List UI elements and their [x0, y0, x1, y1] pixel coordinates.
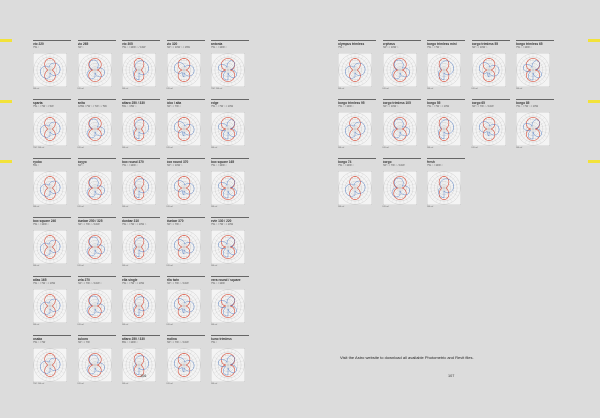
page-number-left: 106 — [140, 374, 147, 378]
diagram-footer: DB ref — [516, 88, 523, 91]
divider — [78, 335, 116, 336]
diagram-footer: DB ref — [166, 147, 173, 150]
polar-diagram — [122, 53, 156, 87]
product-name: osaka — [33, 337, 43, 341]
polar-diagram — [383, 53, 417, 87]
diagram-footer: DB ref — [338, 88, 345, 91]
diagram-footer: DB ref — [166, 206, 173, 209]
diagram-footer: DB ref — [77, 88, 84, 91]
product-spec: 7W ○ / 7W ○ — [166, 223, 182, 226]
product-spec: 7W ○ / 10W ○ / 16W — [166, 46, 190, 49]
product-spec: 7W ○ / 7W ○ / 10W — [382, 164, 405, 167]
divider — [211, 158, 249, 159]
photometric-card — [122, 158, 160, 209]
diagram-footer: DB ref — [338, 147, 345, 150]
divider — [167, 99, 205, 100]
divider — [472, 99, 510, 100]
product-name: borgo 65 — [471, 101, 485, 105]
divider — [78, 217, 116, 218]
product-spec: 7W ○ / 10W ○ — [338, 164, 354, 167]
page-number-right: 107 — [448, 374, 455, 378]
divider — [383, 99, 421, 100]
diagram-footer: DB ref — [122, 324, 129, 327]
product-spec: 8W ○ / 10W ○ — [122, 341, 138, 344]
divider — [383, 40, 421, 41]
polar-diagram — [33, 348, 67, 382]
polar-diagram — [383, 171, 417, 205]
product-spec: 8W ○ — [77, 164, 84, 167]
product-spec: 7W ○ / 10W ○ — [33, 223, 49, 226]
divider — [338, 40, 376, 41]
diagram-footer: DB ref — [33, 88, 40, 91]
photometric-card — [78, 335, 116, 386]
product-spec: 7W ○ — [211, 341, 218, 344]
diagram-footer: DB ref — [471, 88, 478, 91]
product-name: vio 305 — [122, 42, 133, 46]
product-spec: 7W ○ / 7W — [33, 341, 46, 344]
divider — [427, 40, 465, 41]
polar-diagram — [78, 230, 112, 264]
product-name: ryobo — [33, 160, 42, 164]
diagram-footer: DB ref — [382, 88, 389, 91]
divider — [122, 40, 160, 41]
photometric-card — [122, 217, 160, 268]
polar-diagram — [211, 171, 245, 205]
product-name: borgo — [382, 160, 392, 164]
product-name: vera round / square — [211, 278, 241, 282]
diagram-footer: DB ref — [166, 383, 173, 386]
product-spec: 7W ○ — [338, 46, 345, 49]
polar-diagram — [122, 348, 156, 382]
product-spec: 7W ○ / 10W ○ — [471, 46, 488, 49]
polar-diagram — [516, 112, 550, 146]
photometric-card — [33, 276, 71, 327]
product-spec: 7W ○ / 7W ○ / 10W — [33, 282, 56, 285]
diagram-footer: DB ref — [166, 88, 173, 91]
product-name: dunbar 310 — [122, 219, 140, 223]
product-spec: 7W ○ / 10W ○ — [382, 46, 399, 49]
polar-diagram — [211, 230, 245, 264]
polar-diagram — [167, 348, 201, 382]
polar-diagram — [211, 53, 245, 87]
polar-diagram — [78, 53, 112, 87]
photometric-card — [427, 40, 465, 91]
polar-diagram — [78, 112, 112, 146]
product-name: vela 270 — [77, 278, 90, 282]
product-name: anita — [77, 101, 85, 105]
diagram-footer: DB ref — [77, 383, 84, 386]
divider — [211, 99, 249, 100]
photometric-card — [516, 40, 554, 91]
diagram-footer: DB ref — [166, 265, 173, 268]
divider — [122, 335, 160, 336]
diagram-footer: DB ref — [122, 383, 129, 386]
product-name: orpheus — [382, 42, 396, 46]
diagram-footer: DB ref — [211, 206, 218, 209]
product-name: box square 165 — [211, 160, 235, 164]
diagram-footer: DB ref — [77, 265, 84, 268]
divider — [427, 158, 465, 159]
product-spec: 7W ○ / 7W ○ / 10W — [166, 341, 189, 344]
product-name: sparta — [33, 101, 43, 105]
product-name: fresh — [427, 160, 435, 164]
divider — [78, 99, 116, 100]
product-name: kuno trimless — [211, 337, 232, 341]
divider — [211, 335, 249, 336]
product-name: antonia — [211, 42, 223, 46]
polar-diagram — [338, 112, 372, 146]
product-spec: 7W ○ / 10W — [211, 282, 225, 285]
diagram-footer: DB ref — [33, 324, 40, 327]
polar-diagram — [167, 53, 201, 87]
product-spec: 7W ○ / 7W ○ / 10W — [211, 223, 234, 226]
product-spec: 7W ○ / 10W ○ — [516, 46, 532, 49]
product-spec: 7W ○ / 7W ○ — [166, 105, 182, 108]
polar-diagram — [122, 112, 156, 146]
photometric-card — [33, 99, 71, 150]
diagram-footer: DB ref — [338, 206, 345, 209]
product-name: borgo 74 — [338, 160, 352, 164]
side-tab — [588, 160, 600, 163]
divider — [167, 335, 205, 336]
product-spec: 7W ○ / 7W ○ / 10W — [122, 282, 145, 285]
diagram-footer: TBC DB ref — [33, 383, 45, 386]
photometric-card — [122, 276, 160, 327]
divider — [167, 40, 205, 41]
diagram-footer: DB ref — [77, 147, 84, 150]
product-spec: 5W ○ — [33, 164, 40, 167]
divider — [472, 40, 510, 41]
divider — [167, 276, 205, 277]
polar-diagram — [33, 289, 67, 323]
photometric-card — [516, 99, 554, 150]
product-spec: 7W ○ / 10W ○ — [122, 164, 138, 167]
divider — [33, 99, 71, 100]
product-name: borgo trimless 95 — [338, 101, 365, 105]
product-name: borgo trimless 65 — [516, 42, 543, 46]
photometric-card — [167, 40, 205, 91]
diagram-footer: DB ref — [33, 265, 40, 268]
diagram-footer: DB ref — [122, 88, 129, 91]
product-name: vio 220 — [33, 42, 44, 46]
diagram-footer: DB ref — [211, 383, 218, 386]
product-name: kukoro — [77, 337, 89, 341]
photometric-card — [211, 99, 249, 150]
product-name: vio 265 — [77, 42, 89, 46]
product-name: borgo 55 — [427, 101, 441, 105]
polar-diagram — [78, 171, 112, 205]
polar-diagram — [427, 171, 461, 205]
diagram-footer: DB ref — [382, 206, 389, 209]
divider — [211, 276, 249, 277]
polar-diagram — [427, 53, 461, 87]
product-spec: 7W ○ / 10W ○ — [211, 164, 227, 167]
diagram-footer: DB ref — [122, 265, 129, 268]
photometric-card — [78, 158, 116, 209]
photometric-card — [472, 40, 510, 91]
side-tab — [588, 39, 600, 42]
product-spec: 5W ○ / 8W ○ — [122, 105, 137, 108]
product-name: box round 370 — [122, 160, 144, 164]
product-spec: 7W ○ / 7W ○ / 10W — [471, 105, 494, 108]
product-spec: 7W ○ — [33, 46, 40, 49]
side-tab — [0, 39, 12, 42]
polar-diagram — [122, 289, 156, 323]
side-tab — [588, 100, 600, 103]
diagram-footer: DB ref — [122, 206, 129, 209]
photometric-card — [167, 335, 205, 386]
product-name: vio 320 — [166, 42, 178, 46]
polar-diagram — [211, 348, 245, 382]
polar-diagram — [338, 53, 372, 87]
product-spec: 7W ○ / 7W ○ / 10W — [211, 105, 234, 108]
divider — [167, 158, 205, 159]
product-spec: 7W ○ / 10W ○ — [166, 164, 183, 167]
product-spec: 7W ○ / 7W ○ / 10W — [427, 105, 450, 108]
divider — [122, 99, 160, 100]
polar-diagram — [211, 112, 245, 146]
divider — [427, 99, 465, 100]
divider — [383, 158, 421, 159]
product-spec: 7W ○ / 10W ○ / 16W — [122, 46, 146, 49]
photometric-card — [383, 99, 421, 150]
product-spec: 7W ○ / 10W ○ — [382, 105, 399, 108]
polar-diagram — [427, 112, 461, 146]
product-name: loko / alta — [166, 101, 182, 105]
polar-diagram — [516, 53, 550, 87]
divider — [211, 217, 249, 218]
diagram-footer: DB ref — [122, 147, 129, 150]
diagram-footer: DB ref — [427, 147, 434, 150]
diagram-footer: DB ref — [211, 147, 218, 150]
divider — [33, 40, 71, 41]
product-spec: 7W ○ / 7W ○ / 10W ○ — [122, 223, 147, 226]
diagram-footer: DB ref — [427, 206, 434, 209]
product-name: borgo trimless mini — [427, 42, 457, 46]
product-name: borgo 85 — [516, 101, 530, 105]
photometric-card — [472, 99, 510, 150]
divider — [516, 40, 554, 41]
polar-diagram — [78, 289, 112, 323]
product-spec: 7W ○ / 7W ○ / 5W — [33, 105, 54, 108]
photometric-card — [338, 158, 376, 209]
product-spec: 7W ○ — [77, 46, 84, 49]
product-spec: 7W ○ / 10W ○ — [427, 164, 443, 167]
photometric-card — [167, 276, 205, 327]
side-tab — [0, 160, 12, 163]
diagram-footer: DB ref — [77, 324, 84, 327]
photometric-card — [338, 40, 376, 91]
photometric-card — [122, 99, 160, 150]
photometric-card — [211, 276, 249, 327]
product-spec: 7W ○ / 7W ○ / 10W ○ — [77, 282, 102, 285]
photometric-card — [211, 158, 249, 209]
product-spec: 2x5W / 7W ○ / 7W ○ / 5W — [77, 105, 107, 108]
diagram-footer: DB ref — [77, 206, 84, 209]
divider — [122, 158, 160, 159]
side-tab — [0, 100, 12, 103]
diagram-footer: DB ref — [427, 88, 434, 91]
polar-diagram — [338, 171, 372, 205]
divider — [78, 40, 116, 41]
polar-diagram — [78, 348, 112, 382]
product-name: borgo trimless 105 — [382, 101, 411, 105]
product-name: altaro 250 / 330 — [122, 337, 145, 341]
photometric-card — [338, 99, 376, 150]
product-spec: 7W ○ / 7W ○ / 10W — [166, 282, 189, 285]
product-name: box square 240 — [33, 219, 57, 223]
divider — [33, 276, 71, 277]
photometric-card — [33, 217, 71, 268]
photometric-card — [383, 40, 421, 91]
polar-diagram — [122, 230, 156, 264]
photometric-card — [211, 335, 249, 386]
product-spec: 7W ○ / 7W ○ — [427, 46, 442, 49]
product-name: box round 370 — [166, 160, 189, 164]
photometric-card — [78, 276, 116, 327]
product-name: koyyo — [77, 160, 87, 164]
divider — [78, 276, 116, 277]
product-name: molina — [166, 337, 177, 341]
product-name: olympus trimless — [338, 42, 365, 46]
photometric-card — [167, 99, 205, 150]
photometric-card — [78, 40, 116, 91]
photometric-card — [122, 40, 160, 91]
product-spec: 7W ○ / 7W ○ / 10W — [516, 105, 539, 108]
diagram-footer: DB ref — [471, 147, 478, 150]
polar-diagram — [33, 230, 67, 264]
product-name: edge — [211, 101, 219, 105]
diagram-footer: TBC DB ref — [211, 88, 223, 91]
divider — [122, 217, 160, 218]
photometric-card — [33, 158, 71, 209]
divider — [78, 158, 116, 159]
diagram-footer: DB ref — [382, 147, 389, 150]
product-spec: 7W ○ / 10W ○ — [338, 105, 354, 108]
product-name: altaro 250 / 330 — [122, 101, 145, 105]
diagram-footer: DB ref — [516, 147, 523, 150]
photometric-card — [211, 217, 249, 268]
product-spec: 7W ○ / 7W — [77, 341, 90, 344]
product-name: evie 130 / 220 — [211, 219, 232, 223]
divider — [33, 217, 71, 218]
product-name: dunbar 370 — [166, 219, 184, 223]
polar-diagram — [122, 171, 156, 205]
diagram-footer: DB ref — [166, 324, 173, 327]
product-name: ella single — [122, 278, 138, 282]
product-name: borgo trimless 55 — [471, 42, 499, 46]
polar-diagram — [33, 112, 67, 146]
divider — [516, 99, 554, 100]
divider — [33, 158, 71, 159]
polar-diagram — [167, 112, 201, 146]
photometric-card — [167, 217, 205, 268]
polar-diagram — [167, 289, 201, 323]
polar-diagram — [33, 171, 67, 205]
photometric-card — [383, 158, 421, 209]
diagram-footer: DB ref — [211, 324, 218, 327]
divider — [211, 40, 249, 41]
photometric-card — [427, 99, 465, 150]
polar-diagram — [472, 53, 506, 87]
polar-diagram — [167, 230, 201, 264]
polar-diagram — [33, 53, 67, 87]
product-spec: 7W ○ / 7W ○ / 10W — [77, 223, 100, 226]
product-name: ella twin — [166, 278, 180, 282]
polar-diagram — [383, 112, 417, 146]
divider — [122, 276, 160, 277]
divider — [167, 217, 205, 218]
photometric-card — [78, 99, 116, 150]
photometric-card — [33, 40, 71, 91]
product-name: dunbar 250 / 325 — [77, 219, 103, 223]
product-spec: 7W ○ / 10W ○ — [211, 46, 227, 49]
divider — [33, 335, 71, 336]
photometric-card — [78, 217, 116, 268]
photometric-card — [211, 40, 249, 91]
polar-diagram — [211, 289, 245, 323]
product-name: atlas 165 — [33, 278, 47, 282]
diagram-footer: TBC DB ref — [33, 147, 45, 150]
polar-diagram — [472, 112, 506, 146]
divider — [338, 99, 376, 100]
photometric-card — [122, 335, 160, 386]
divider — [338, 158, 376, 159]
diagram-footer: DB ref — [33, 206, 40, 209]
photometric-card — [427, 158, 465, 209]
download-note: Visit the Astro website to download all available Photometric and Revit files. — [340, 355, 474, 360]
photometric-card — [33, 335, 71, 386]
diagram-footer: DB ref — [211, 265, 218, 268]
polar-diagram — [167, 171, 201, 205]
photometric-card — [167, 158, 205, 209]
